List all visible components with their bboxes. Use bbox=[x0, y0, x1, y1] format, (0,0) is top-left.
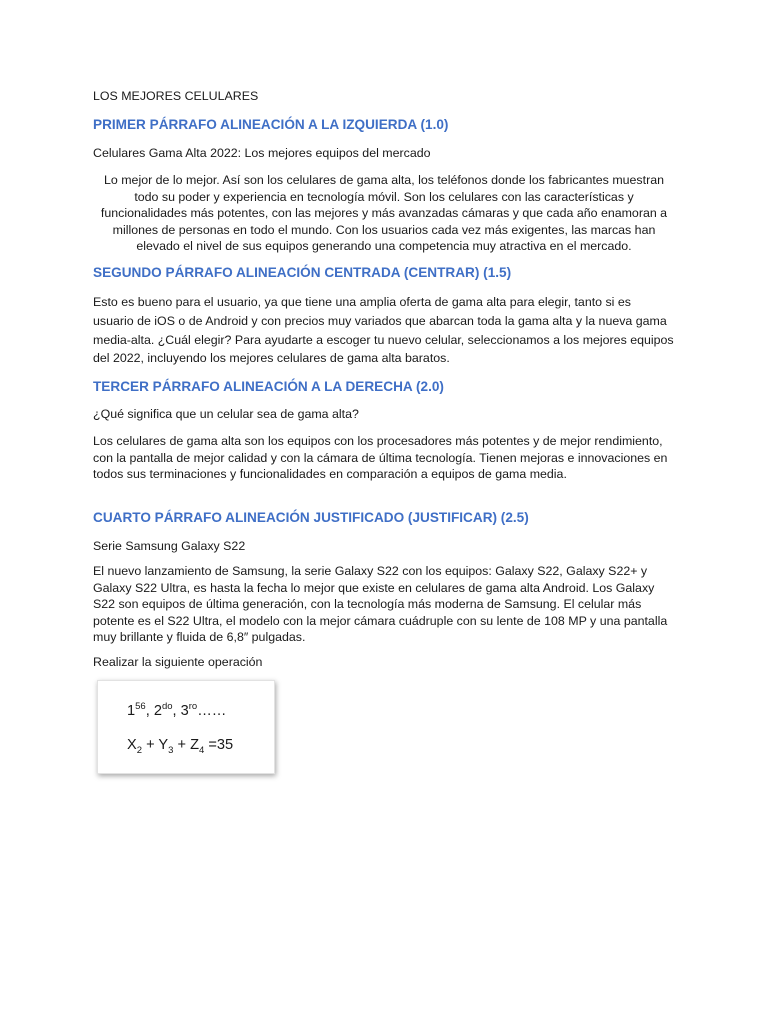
ordinal-formula bbox=[127, 702, 226, 720]
heading-third-paragraph: TERCER PÁRRAFO ALINEACIÓN A LA DERECHA (2.0) bbox=[93, 379, 444, 394]
paragraph-second: Esto es bueno para el usuario, ya que tiene una amplia oferta de gama alta para elegir, tanto si es usuario de iOS o de Android y con precios muy variados que abarcan toda la gama alta y la nueva gama media-alta. ¿Cuál elegir? Para ayudarte a escoger tu nuevo celular, seleccionamos a los mejores equipos del 2022, incluyendo los mejores celulares de gama alta baratos. bbox=[93, 295, 674, 366]
formula-x-sub: 2 bbox=[136, 744, 143, 756]
formula-sep-2: , bbox=[172, 703, 181, 719]
formula-z: Z bbox=[190, 737, 199, 753]
formula-sup-b: do bbox=[161, 701, 173, 713]
subtitle-first: Celulares Gama Alta 2022: Los mejores equipos del mercado bbox=[93, 146, 431, 160]
formula-sup-a: 56 bbox=[135, 701, 146, 713]
formula-sup-c: ro bbox=[188, 701, 198, 713]
subtitle-third: ¿Qué significa que un celular sea de gama alta? bbox=[93, 407, 359, 421]
formula-base-b: 2 bbox=[153, 703, 162, 719]
paragraph-fourth: El nuevo lanzamiento de Samsung, la serie Galaxy S22 con los equipos: Galaxy S22, Galaxy S22+ y Galaxy S22 Ultra, es hasta la fecha lo mejor que existe en celulares de gama alta Android. Los Galaxy S22 son equipos de última generación, con la tecnología más moderna de Samsung. El celular más potente es el S22 Ultra, el modelo con la mejor cámara cuádruple con su lente de 108 MP y una pantalla muy brillante y fluida de 6,8″ pulgadas. bbox=[93, 564, 668, 644]
formula-z-sub: 4 bbox=[199, 744, 205, 756]
paragraph-centered: Lo mejor de lo mejor. Así son los celulares de gama alta, los teléfonos donde los fabricantes muestran todo su poder y experiencia en tecnología móvil. Son los celulares con las características y funcionalidades más potentes, con las mejores y más avanzadas cámaras y que cada año enamoran a millones de personas en todo el mundo. Con los usuarios cada vez más exigentes, las marcas han elevado el nivel de sus equipos generando una competencia muy atractiva en el mercado. bbox=[100, 173, 668, 253]
formula-x: X bbox=[127, 737, 137, 753]
operation-label: Realizar la siguiente operación bbox=[93, 655, 263, 669]
formula-text-box bbox=[97, 680, 275, 774]
document-title: LOS MEJORES CELULARES bbox=[93, 89, 259, 103]
formula-ellipsis: …… bbox=[197, 703, 227, 719]
formula-y: Y bbox=[158, 737, 169, 753]
subtitle-fourth: Serie Samsung Galaxy S22 bbox=[93, 539, 246, 553]
heading-first-paragraph: PRIMER PÁRRAFO ALINEACIÓN A LA IZQUIERDA (1.0) bbox=[93, 117, 449, 132]
formula-plus-2: + bbox=[173, 737, 191, 753]
formula-y-sub: 3 bbox=[168, 744, 174, 756]
paragraph-third: Los celulares de gama alta son los equipos con los procesadores más potentes y de mejor rendimiento, con la pantalla de mejor calidad y con la cámara de última tecnología. Tienen mejoras e innovaciones en todos sus terminaciones y funcionalidades en comparación a equipos de gama media. bbox=[93, 434, 668, 481]
heading-fourth-paragraph: CUARTO PÁRRAFO ALINEACIÓN JUSTIFICADO (JUSTIFICAR) (2.5) bbox=[93, 510, 529, 525]
formula-sep-1: , bbox=[145, 703, 154, 719]
formula-plus-1: + bbox=[142, 737, 159, 753]
heading-second-paragraph: SEGUNDO PÁRRAFO ALINEACIÓN CENTRADA (CENTRAR) (1.5) bbox=[93, 265, 512, 280]
subscript-formula bbox=[127, 736, 233, 754]
formula-base-c: 3 bbox=[180, 703, 189, 719]
formula-base-a: 1 bbox=[127, 703, 136, 719]
formula-equals: =35 bbox=[204, 737, 234, 753]
